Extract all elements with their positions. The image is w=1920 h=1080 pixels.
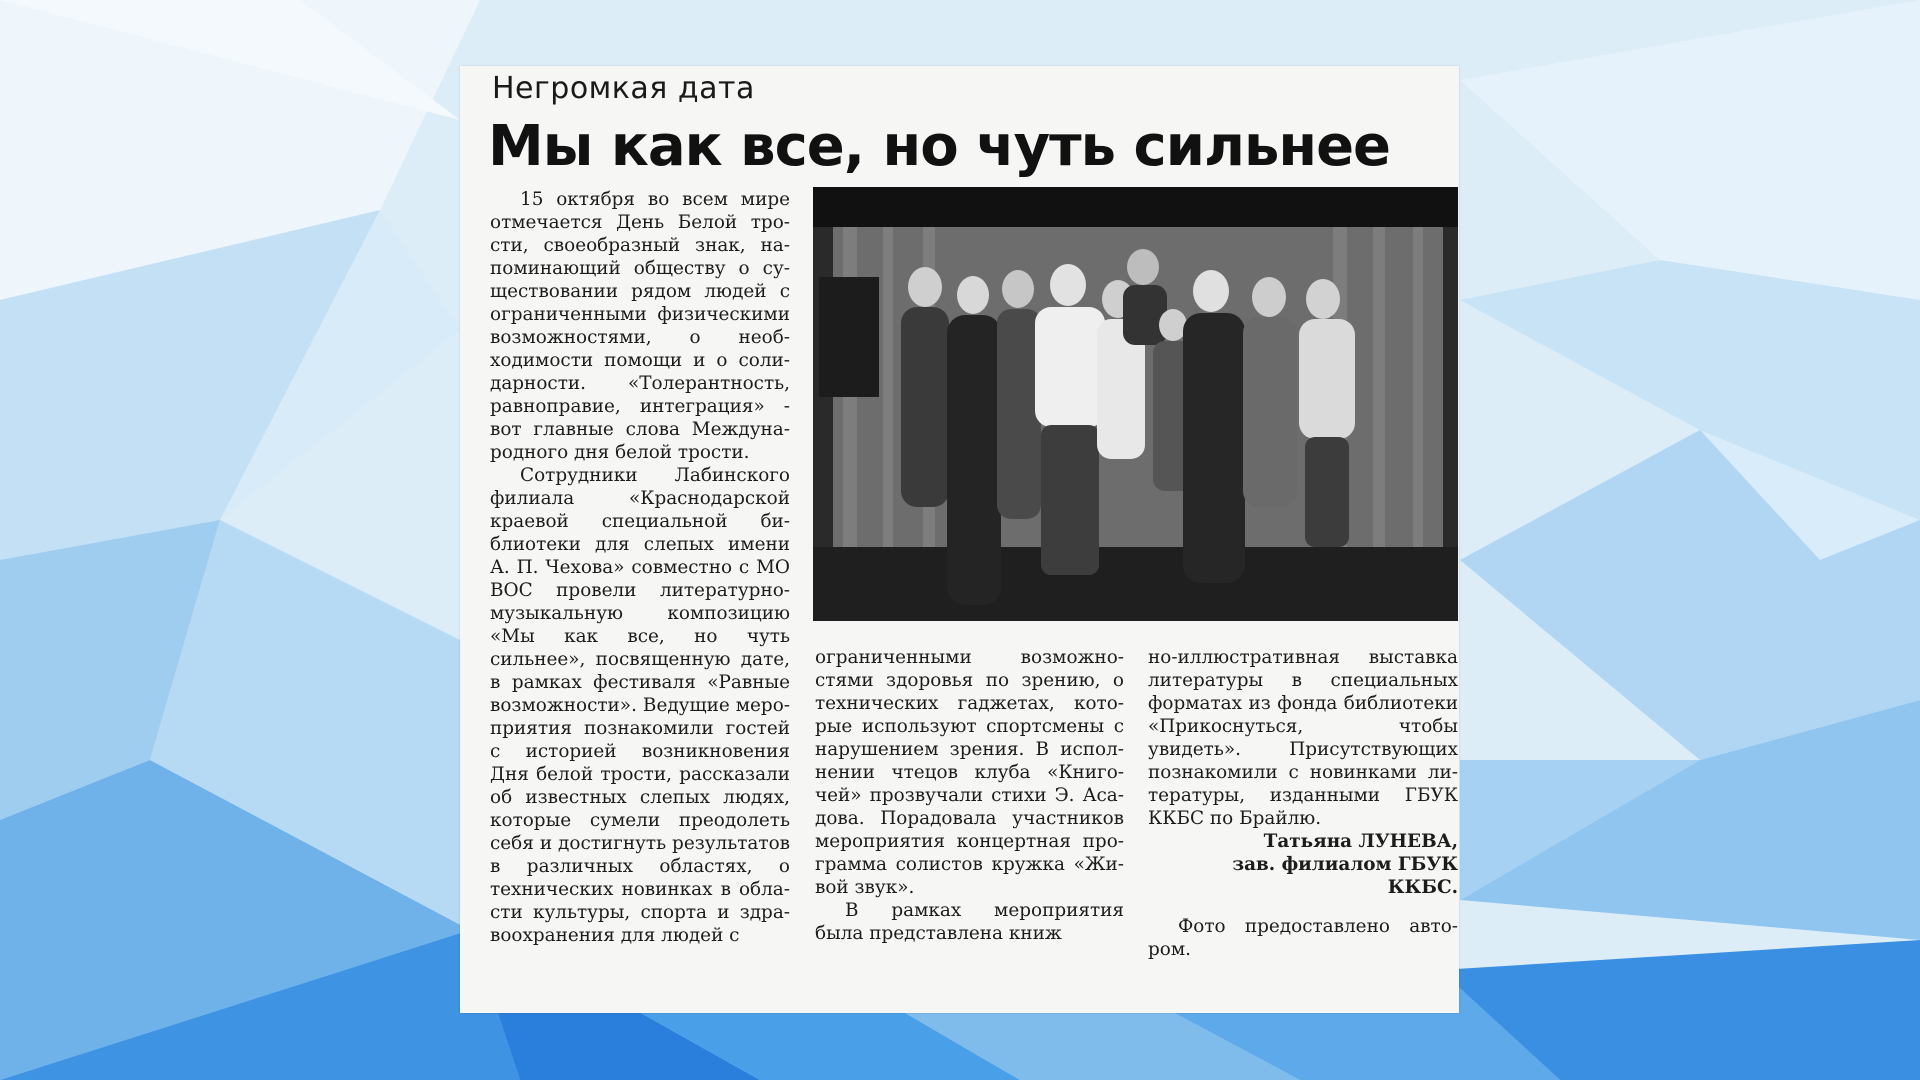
newspaper-clipping — [460, 66, 1459, 1013]
article-headline: Мы как все, но чуть сильнее — [488, 114, 1391, 179]
article-kicker: Негромкая дата — [492, 71, 755, 106]
photo-credit: Фото предоставлено автором. — [1148, 916, 1458, 960]
author-title: зав. филиалом ГБУК ККБС. — [1232, 854, 1458, 898]
author-name: Татьяна ЛУНЕВА, — [1263, 831, 1458, 852]
group-photo — [813, 187, 1458, 621]
article-column-1 — [490, 188, 790, 947]
article-paragraph: но-иллюстративная выставка литературы в специальных форматах из фонда библиотеки «Прикоснуться, чтобы увидеть». Присутствующих познакомили с новинками литературы, изданными ГБУК ККБС по Брайлю. — [1148, 647, 1458, 829]
article-paragraph: Сотрудники Лабинского филиала «Краснодарской краевой специальной библиотеки для слепых имени А. П. Чехова» совместно с МО ВОС провели литературно-музыкальную композицию «Мы как все, но чуть сильнее», посвященную дате, в рамках фестиваля «Равные возможности». Ведущие мероприятия познакомили гостей с историей возникновения Дня белой трости, рассказали об известных слепых людях, которые сумели преодолеть себя и достигнуть результатов в различных областях, о технических новинках в области культуры, спорта и здравоохранения для людей с — [490, 465, 790, 946]
article-paragraph: В рамках мероприятия была представлена книж — [815, 900, 1124, 944]
article-column-3 — [1148, 646, 1458, 961]
article-paragraph: ограниченными возможностями здоровья по зрению, о технических гаджетах, которые используют спортсмены с нарушением зрения. В исполнении чтецов клуба «Книгочей» прозвучали стихи Э. Асадова. Порадовала участников мероприятия концертная программа солистов кружка «Живой звук». — [815, 647, 1124, 898]
article-column-2 — [815, 646, 1124, 945]
article-paragraph: 15 октября во всем мире отмечается День Белой трости, своеобразный знак, напоминающий обществу о существовании рядом людей с ограниченными физическими возможностями, о необходимости помощи и о солидарности. «Толерантность, равноправие, интеграция» - вот главные слова Международного дня белой трости. — [490, 189, 790, 463]
